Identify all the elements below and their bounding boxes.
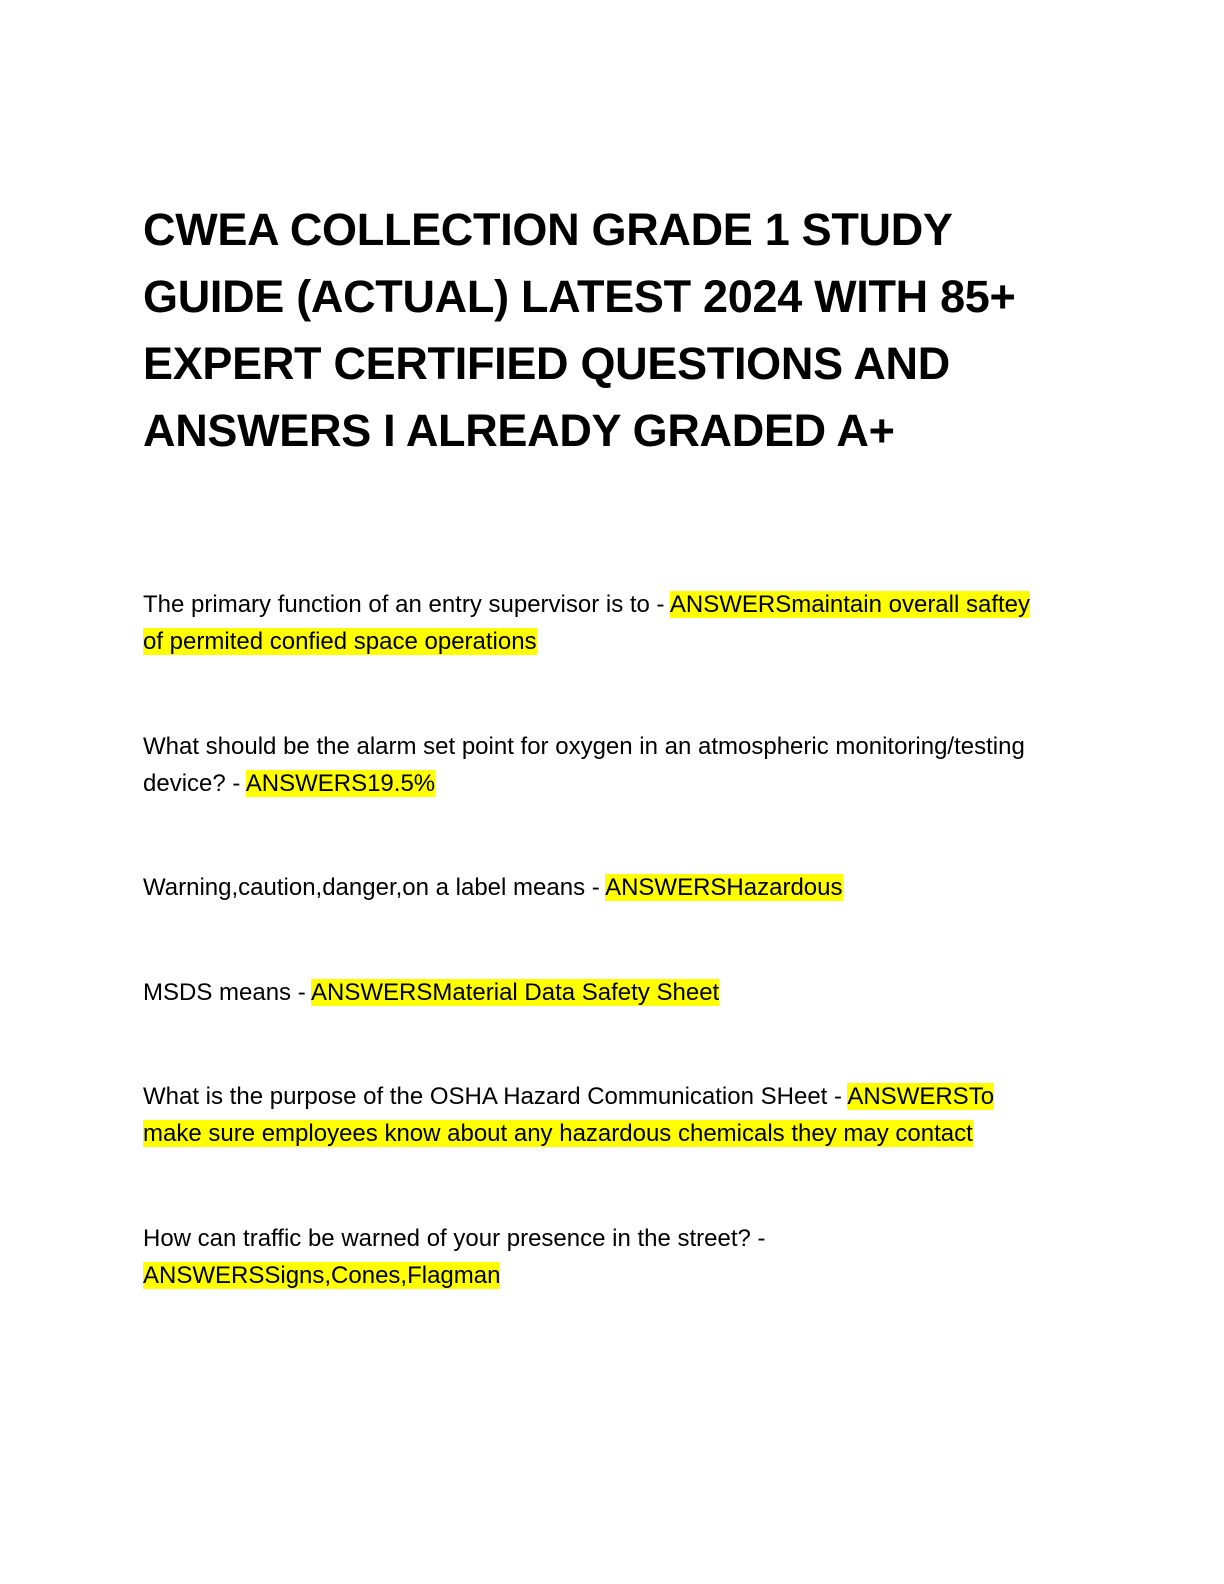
answer-highlight: ANSWERS19.5% bbox=[245, 770, 436, 797]
qa-item bbox=[143, 586, 1043, 660]
answer-highlight: ANSWERSTo make sure employees know about any hazardous chemicals they may contact bbox=[143, 1083, 995, 1147]
question-text: Warning,caution,danger,on a label means - bbox=[143, 874, 606, 901]
question-text: The primary function of an entry supervisor is to - bbox=[143, 591, 670, 618]
question-text: What is the purpose of the OSHA Hazard Communication SHeet - bbox=[143, 1083, 848, 1110]
question-text: How can traffic be warned of your presence in the street? - bbox=[143, 1225, 766, 1252]
qa-item bbox=[143, 728, 1043, 802]
qa-item bbox=[143, 869, 1043, 906]
answer-highlight: ANSWERSMaterial Data Safety Sheet bbox=[311, 979, 720, 1006]
qa-item bbox=[143, 974, 1043, 1011]
answer-highlight: ANSWERSmaintain overall saftey of permited confied space operations bbox=[143, 591, 1031, 655]
qa-item bbox=[143, 1220, 1043, 1294]
question-text: What should be the alarm set point for oxygen in an atmospheric monitoring/testing device? - bbox=[143, 733, 1025, 797]
question-text: MSDS means - bbox=[143, 979, 312, 1006]
answer-highlight: ANSWERSSigns,Cones,Flagman bbox=[143, 1262, 501, 1289]
qa-item bbox=[143, 1078, 1043, 1152]
answer-highlight: ANSWERSHazardous bbox=[605, 874, 843, 901]
document-title: CWEA COLLECTION GRADE 1 STUDY GUIDE (ACTUAL) LATEST 2024 WITH 85+ EXPERT CERTIFIED QUESTIONS AND ANSWERS I ALREADY GRADED A+ bbox=[143, 204, 1016, 456]
